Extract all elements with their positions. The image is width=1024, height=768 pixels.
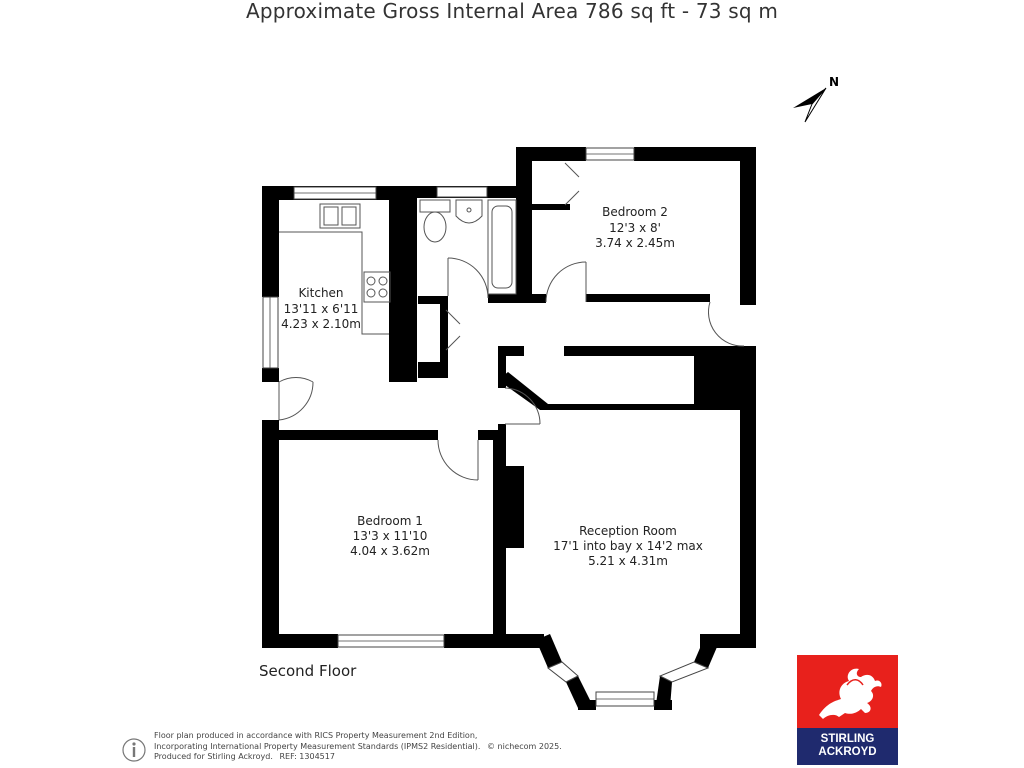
logo-line1: STIRLING <box>820 733 875 745</box>
wall-bed1-left <box>262 420 279 648</box>
footer-copyright: © nichecom 2025. <box>487 741 562 751</box>
wall-bay-right-a <box>694 634 720 668</box>
kitchen-imperial: 13'11 x 6'11 <box>283 302 359 316</box>
toilet-bowl <box>424 212 446 242</box>
bedroom1-name: Bedroom 1 <box>357 514 423 528</box>
wall-reception-right <box>740 346 756 648</box>
wall-kitchen-right <box>389 186 417 382</box>
bedroom2-name: Bedroom 2 <box>602 205 668 219</box>
wall-cupboard-top <box>418 296 448 304</box>
brand-logo <box>797 655 898 765</box>
wall-bed2-cupboard <box>532 204 570 210</box>
wall-bed1-top-right <box>478 430 506 440</box>
wall-bath-bottom <box>488 294 546 303</box>
walls <box>262 147 756 710</box>
wall-cupboard-right <box>440 296 448 378</box>
kitchen-name: Kitchen <box>298 286 344 300</box>
reception-name: Reception Room <box>579 524 677 538</box>
floor-label: Second Floor <box>259 662 357 680</box>
reception-imperial: 17'1 into bay x 14'2 max <box>553 539 703 553</box>
footer-line1: Floor plan produced in accordance with RICS Property Measurement 2nd Edition, <box>154 731 478 740</box>
bedroom2-metric: 3.74 x 2.45m <box>595 236 675 250</box>
wall-bay-bottom-left <box>578 700 596 710</box>
footer-ref: REF: 1304517 <box>279 752 335 761</box>
window-bath-top <box>437 187 487 197</box>
window-kitchen-side <box>263 297 278 368</box>
wall-bed2-top-left <box>516 147 586 161</box>
wall-bed1-bottom-right <box>444 634 506 648</box>
wall-bed2-top-right <box>634 147 756 161</box>
wall-bed2-bottom <box>586 294 710 302</box>
wall-reception-top <box>540 404 756 410</box>
wall-bed2-left <box>516 147 532 303</box>
page-title: Approximate Gross Internal Area 786 sq ft - 73 sq m <box>245 0 779 23</box>
reception-metric: 5.21 x 4.31m <box>588 554 668 568</box>
bedroom2-imperial: 12'3 x 8' <box>609 221 661 235</box>
kitchen-metric: 4.23 x 2.10m <box>281 317 361 331</box>
footer-line2: Incorporating International Property Measurement Standards (IPMS2 Residential). <box>154 741 481 751</box>
window-bay-right <box>660 662 708 682</box>
griffin-icon <box>797 655 898 728</box>
wall-bay-bottom-right <box>654 700 672 710</box>
wall-kitchen-left-top <box>262 186 279 297</box>
footer-line3: Produced for Stirling Ackroyd. <box>154 752 273 761</box>
logo-line2: ACKROYD <box>818 746 877 758</box>
wall-bed1-top <box>262 430 438 440</box>
wall-kitchen-left-bottom <box>262 368 279 382</box>
bedroom1-metric: 4.04 x 3.62m <box>350 544 430 558</box>
bedroom1-imperial: 13'3 x 11'10 <box>352 529 428 543</box>
toilet-cistern <box>420 200 450 212</box>
compass-label: N <box>829 75 840 89</box>
logo-wordmark <box>797 728 898 765</box>
wall-bed1-right <box>493 430 501 648</box>
wall-reception-chimney <box>506 466 524 548</box>
door-swing-kitchen <box>279 377 313 382</box>
kitchen-hob <box>364 272 390 302</box>
kitchen-sink <box>320 204 360 228</box>
logo-emblem <box>797 655 898 728</box>
wall-bed1-bottom-left <box>262 634 338 648</box>
wall-bay-left-a <box>536 634 562 668</box>
info-icon <box>122 735 146 765</box>
wall-bed2-right <box>740 147 756 305</box>
footer <box>154 731 566 763</box>
compass-icon <box>793 75 839 122</box>
